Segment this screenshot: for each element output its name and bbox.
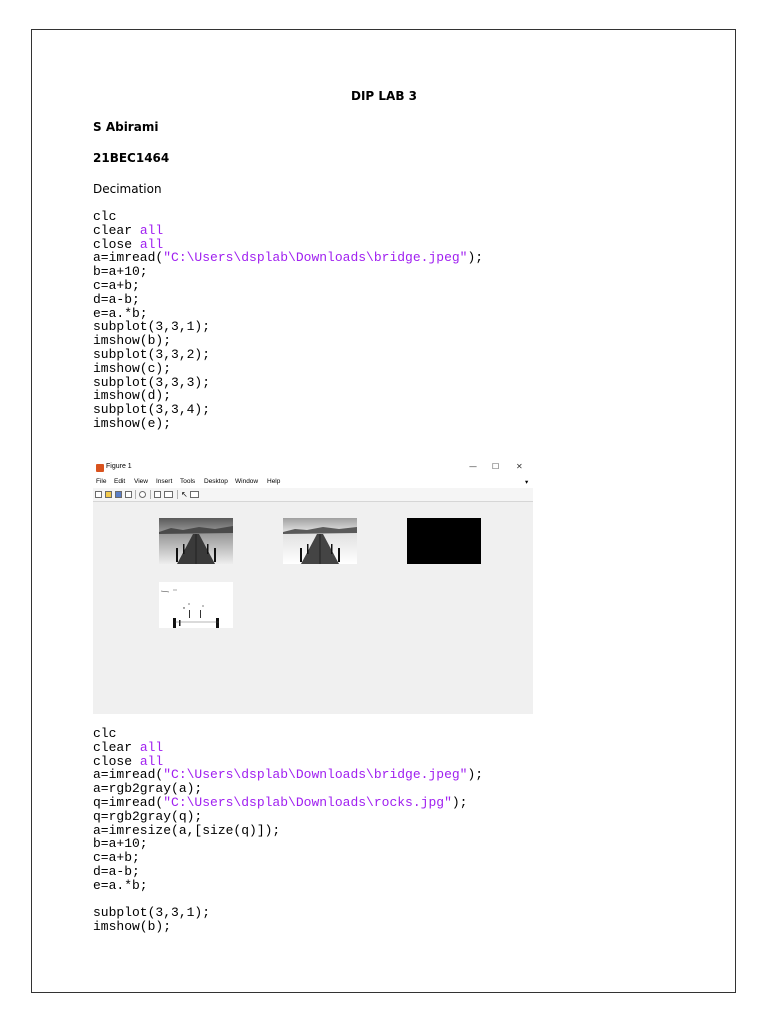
code-token-kw: all (139, 739, 164, 755)
code-token: c=a+b; (93, 277, 140, 293)
code-token: b=a+10; (93, 264, 148, 280)
code-token: subplot(3,3,1); (93, 319, 211, 335)
code-line (93, 348, 483, 362)
toolbar-separator (177, 490, 178, 499)
code-line (93, 879, 483, 893)
code-line (93, 741, 483, 755)
code-token: close (93, 753, 140, 769)
code-token: imshow(c); (93, 360, 172, 376)
code-line (93, 210, 483, 224)
code-token: clear (93, 222, 140, 238)
code-token: subplot(3,3,1); (93, 905, 211, 921)
code-token-kw: all (139, 236, 164, 252)
code-line (93, 307, 483, 321)
code-line (93, 824, 483, 838)
figure-titlebar (93, 461, 533, 476)
code-token: a=imread( (93, 250, 164, 266)
code-token: q=imread( (93, 794, 164, 810)
code-line (93, 320, 483, 334)
code-token: e=a.*b; (93, 305, 148, 321)
save-icon[interactable] (115, 491, 122, 498)
code-token: q=rgb2gray(q); (93, 808, 203, 824)
code-line (93, 906, 483, 920)
code-token: ); (467, 767, 484, 783)
menu-overflow-icon[interactable]: ▾ (525, 479, 529, 486)
code-line (93, 293, 483, 307)
print-icon[interactable] (125, 491, 132, 498)
toolbar-separator (150, 490, 151, 499)
code-line (93, 389, 483, 403)
code-token: clc (93, 726, 117, 741)
code-token: imshow(b); (93, 919, 172, 935)
code-line (93, 851, 483, 865)
code-line (93, 782, 483, 796)
figure-toolbar (93, 488, 533, 502)
code-token: subplot(3,3,4); (93, 402, 211, 418)
menu-window[interactable]: Window (235, 478, 259, 485)
subplot-3-image (407, 518, 481, 564)
colorbar-icon[interactable] (154, 491, 161, 498)
code-line (93, 755, 483, 769)
code-line (93, 796, 483, 810)
code-token-str: "C:\Users\dsplab\Downloads\rocks.jpg" (163, 794, 452, 810)
menu-view[interactable]: View (134, 478, 148, 485)
document-title: DIP LAB 3 (350, 89, 417, 103)
code-line (93, 768, 483, 782)
code-token: c=a+b; (93, 850, 140, 866)
code-token: d=a-b; (93, 863, 140, 879)
code-line (93, 837, 483, 851)
menu-edit[interactable]: Edit (114, 478, 126, 485)
code-line (93, 920, 483, 934)
code-token: imshow(e); (93, 415, 172, 431)
code-token: b=a+10; (93, 836, 148, 852)
legend-icon[interactable] (164, 491, 173, 498)
code-line (93, 224, 483, 238)
code-line (93, 334, 483, 348)
code-line (93, 362, 483, 376)
code-line (93, 865, 483, 879)
code-token: d=a-b; (93, 291, 140, 307)
code-line (93, 251, 483, 265)
code-token: imshow(d); (93, 388, 172, 404)
code-token: clc (93, 209, 117, 224)
figure-menubar (93, 476, 533, 488)
code-line (93, 810, 483, 824)
matlab-logo-icon (96, 464, 104, 472)
code-token: subplot(3,3,3); (93, 374, 211, 390)
code-token: subplot(3,3,2); (93, 346, 211, 362)
code-token: a=imread( (93, 767, 164, 783)
code-line (93, 403, 483, 417)
property-editor-icon[interactable] (190, 491, 199, 498)
new-figure-icon[interactable] (95, 491, 102, 498)
code-token: e=a.*b; (93, 877, 148, 893)
minimize-button[interactable]: — (469, 462, 477, 471)
open-file-icon[interactable] (105, 491, 112, 498)
maximize-button[interactable]: ☐ (492, 462, 500, 471)
menu-desktop[interactable]: Desktop (204, 478, 228, 485)
matlab-figure-window (93, 461, 533, 714)
code-token: a=imresize(a,[size(q)]); (93, 822, 281, 838)
code-block-1 (93, 210, 483, 431)
code-token: ); (451, 794, 468, 810)
code-line (93, 727, 483, 741)
author-name: S Abirami (93, 120, 159, 134)
registration-number: 21BEC1464 (93, 151, 170, 165)
code-token: ); (467, 250, 484, 266)
code-line (93, 893, 483, 907)
menu-file[interactable]: File (96, 478, 107, 485)
code-line (93, 265, 483, 279)
figure-title: Figure 1 (106, 463, 132, 470)
code-line (93, 376, 483, 390)
code-block-2 (93, 727, 483, 934)
section-heading: Decimation (93, 182, 162, 196)
pointer-icon[interactable]: ↖ (181, 490, 188, 499)
code-token-kw: all (139, 753, 164, 769)
menu-insert[interactable]: Insert (156, 478, 173, 485)
code-token: imshow(b); (93, 333, 172, 349)
subplot-4-image (159, 582, 233, 628)
code-line (93, 238, 483, 252)
code-token-kw: all (139, 222, 164, 238)
code-token-str: "C:\Users\dsplab\Downloads\bridge.jpeg" (163, 250, 468, 266)
menu-tools[interactable]: Tools (180, 478, 196, 485)
subplot-2-image (283, 518, 357, 564)
code-token-str: "C:\Users\dsplab\Downloads\bridge.jpeg" (163, 767, 468, 783)
code-line (93, 279, 483, 293)
toolbar-separator (135, 490, 136, 499)
code-line (93, 417, 483, 431)
code-token: clear (93, 739, 140, 755)
close-button[interactable]: ✕ (516, 462, 523, 471)
code-token: a=rgb2gray(a); (93, 781, 203, 797)
code-token: close (93, 236, 140, 252)
subplot-1-image (159, 518, 233, 564)
zoom-icon[interactable] (139, 491, 146, 498)
menu-help[interactable]: Help (267, 478, 281, 485)
